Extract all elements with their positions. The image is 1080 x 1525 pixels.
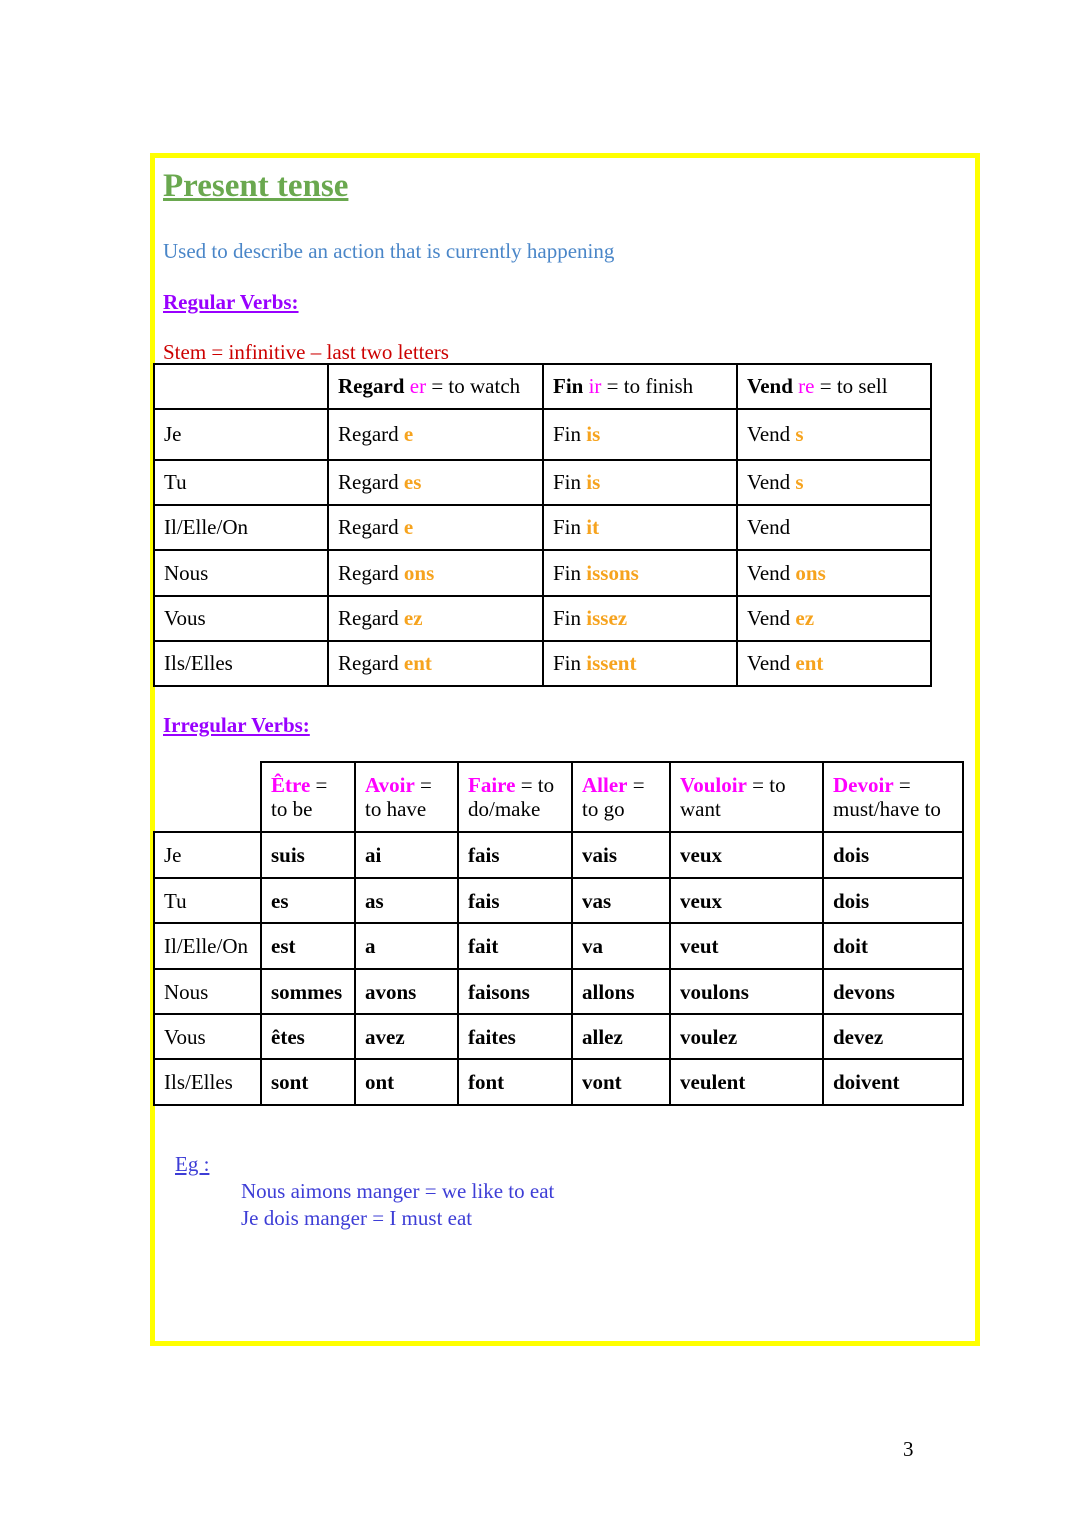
verb-header-cell	[670, 762, 823, 832]
ending: issent	[586, 651, 637, 675]
pronoun: Tu	[164, 888, 187, 913]
table-row	[154, 1059, 963, 1105]
pronoun: Nous	[164, 979, 209, 1004]
conjugation-cell	[355, 878, 458, 923]
pronoun: Tu	[164, 470, 187, 494]
pronoun-cell	[154, 460, 328, 505]
conjugation-cell	[355, 1014, 458, 1059]
conjugation-cell	[737, 596, 931, 641]
stem: Regard	[338, 515, 399, 539]
example-sentence: Nous aimons manger = we like to eat	[241, 1179, 555, 1203]
verb-meaning: = to finish	[606, 374, 694, 398]
conjugation-cell	[328, 641, 543, 686]
verb-name: Aller	[582, 773, 628, 797]
ending: is	[586, 422, 601, 446]
verb-form: veux	[680, 843, 722, 867]
pronoun-cell	[154, 505, 328, 550]
table-row	[154, 641, 931, 686]
conjugation-cell	[328, 596, 543, 641]
pronoun: Nous	[164, 560, 209, 585]
subtitle: Used to describe an action that is currently happening	[163, 239, 615, 263]
pronoun-cell	[154, 832, 261, 878]
conjugation-cell	[572, 969, 670, 1014]
verb-form: veux	[680, 888, 722, 913]
verb-name: Faire	[468, 773, 516, 797]
verb-form: as	[365, 888, 384, 913]
verb-form: avons	[365, 979, 417, 1004]
pronoun-cell	[154, 409, 328, 460]
regular-verbs-table	[153, 363, 932, 687]
verb-form: faites	[468, 1024, 516, 1049]
conjugation-cell	[737, 460, 931, 505]
conjugation-cell	[823, 832, 963, 878]
conjugation-cell	[328, 550, 543, 596]
verb-stem: Fin	[553, 374, 584, 398]
conjugation-cell	[261, 969, 355, 1014]
conjugation-cell	[458, 1059, 572, 1105]
table-row	[154, 1014, 963, 1059]
conjugation-cell	[670, 832, 823, 878]
verb-ending: ir	[588, 374, 602, 398]
conjugation-cell	[737, 550, 931, 596]
ending: ent	[795, 651, 824, 675]
conjugation-cell	[328, 505, 543, 550]
ending: issons	[586, 560, 639, 585]
verb-meaning: to be	[271, 797, 313, 821]
stem: Vend	[747, 560, 791, 585]
verb-form: voulez	[680, 1024, 738, 1049]
example-sentence: Je dois manger = I must eat	[241, 1206, 473, 1230]
verb-form: va	[582, 934, 603, 958]
verb-header-cell	[737, 364, 931, 409]
verb-form: allez	[582, 1024, 623, 1049]
pronoun-cell	[154, 969, 261, 1014]
page-number: 3	[903, 1437, 914, 1461]
verb-header-cell	[328, 364, 543, 409]
conjugation-cell	[737, 505, 931, 550]
verb-header-cell	[458, 762, 572, 832]
verb-name: Être	[271, 773, 311, 797]
verb-meaning: =	[310, 773, 328, 797]
conjugation-cell	[355, 923, 458, 969]
conjugation-cell	[543, 596, 737, 641]
conjugation-cell	[543, 409, 737, 460]
verb-form: voulons	[680, 979, 749, 1004]
stem: Fin	[553, 560, 582, 585]
stem: Vend	[747, 470, 791, 494]
conjugation-cell	[572, 1059, 670, 1105]
stem: Fin	[553, 470, 582, 494]
verb-form: fais	[468, 843, 500, 867]
conjugation-cell	[458, 1014, 572, 1059]
pronoun: Il/Elle/On	[164, 934, 248, 958]
verb-meaning: = to	[515, 773, 555, 797]
verb-form: allons	[582, 979, 635, 1004]
ending: ons	[403, 560, 435, 585]
verb-form: sont	[271, 1070, 309, 1094]
verb-meaning: want	[680, 797, 721, 821]
verb-stem: Regard	[338, 374, 405, 398]
verb-ending: re	[798, 374, 815, 398]
verb-name: Avoir	[365, 773, 415, 797]
verb-header-cell	[823, 762, 963, 832]
table-row	[154, 878, 963, 923]
stem: Fin	[553, 651, 582, 675]
verb-form: a	[365, 934, 376, 958]
verb-name: Devoir	[833, 773, 894, 797]
conjugation-cell	[543, 550, 737, 596]
pronoun: Vous	[164, 606, 206, 630]
verb-name: Vouloir	[680, 773, 747, 797]
table-row	[154, 969, 963, 1014]
ending: ez	[403, 606, 423, 630]
verb-meaning: to have	[365, 797, 427, 821]
verb-form: suis	[271, 843, 305, 867]
conjugation-cell	[261, 1014, 355, 1059]
conjugation-cell	[543, 460, 737, 505]
header-row	[154, 762, 963, 832]
conjugation-cell	[458, 832, 572, 878]
conjugation-cell	[328, 460, 543, 505]
stem: Vend	[747, 515, 791, 539]
ending: s	[795, 470, 804, 494]
conjugation-cell	[670, 1014, 823, 1059]
verb-meaning: =	[627, 773, 645, 797]
verb-stem: Vend	[747, 374, 793, 398]
verb-meaning: = to watch	[431, 374, 521, 398]
table-row	[154, 409, 931, 460]
pronoun-cell	[154, 641, 328, 686]
stem: Regard	[338, 606, 399, 630]
verb-form: veut	[680, 934, 719, 958]
ending: e	[403, 422, 414, 446]
verb-form: veulent	[680, 1070, 746, 1094]
stem: Vend	[747, 422, 791, 446]
table-row	[154, 505, 931, 550]
pronoun-cell	[154, 878, 261, 923]
conjugation-cell	[737, 409, 931, 460]
conjugation-cell	[261, 878, 355, 923]
pronoun-cell	[154, 596, 328, 641]
table-row	[154, 596, 931, 641]
conjugation-cell	[355, 1059, 458, 1105]
pronoun-cell	[154, 550, 328, 596]
ending: is	[586, 470, 601, 494]
example-label: Eg :	[175, 1152, 210, 1176]
conjugation-cell	[261, 832, 355, 878]
conjugation-cell	[823, 878, 963, 923]
pronoun: Il/Elle/On	[164, 515, 248, 539]
stem: Vend	[747, 606, 791, 630]
verb-header-cell	[543, 364, 737, 409]
empty-header-cell	[154, 364, 328, 409]
conjugation-cell	[572, 1014, 670, 1059]
verb-form: devez	[833, 1024, 884, 1049]
conjugation-cell	[543, 505, 737, 550]
regular-verbs-heading: Regular Verbs:	[163, 290, 299, 314]
verb-form: dois	[833, 888, 870, 913]
conjugation-cell	[823, 1014, 963, 1059]
verb-form: faisons	[468, 979, 530, 1004]
verb-form: sommes	[271, 979, 343, 1004]
verb-form: dois	[833, 843, 870, 867]
ending: e	[403, 515, 414, 539]
conjugation-cell	[737, 641, 931, 686]
verb-meaning: = to sell	[819, 374, 888, 398]
page-title: Present tense	[163, 168, 349, 204]
verb-form: ont	[365, 1070, 395, 1094]
conjugation-cell	[355, 832, 458, 878]
conjugation-cell	[670, 1059, 823, 1105]
stem: Regard	[338, 470, 399, 494]
ending: ez	[795, 606, 815, 630]
stem: Vend	[747, 651, 791, 675]
verb-meaning: =	[893, 773, 911, 797]
verb-form: fait	[468, 934, 499, 958]
pronoun-cell	[154, 923, 261, 969]
conjugation-cell	[458, 878, 572, 923]
stem: Fin	[553, 422, 582, 446]
verb-meaning: must/have to	[833, 797, 941, 821]
ending: es	[403, 470, 422, 494]
stem: Regard	[338, 422, 399, 446]
pronoun: Ils/Elles	[164, 1070, 233, 1094]
conjugation-cell	[823, 1059, 963, 1105]
verb-form: vont	[582, 1070, 622, 1094]
stem: Regard	[338, 560, 399, 585]
header-row	[154, 364, 931, 409]
table-row	[154, 832, 963, 878]
stem: Regard	[338, 651, 399, 675]
verb-form: doivent	[833, 1070, 900, 1094]
stem: Fin	[553, 515, 582, 539]
verb-meaning: to go	[582, 797, 625, 821]
table-row	[154, 550, 931, 596]
table-row	[154, 923, 963, 969]
conjugation-cell	[261, 1059, 355, 1105]
verb-ending: er	[409, 374, 427, 398]
ending: it	[586, 515, 600, 539]
table-row	[154, 460, 931, 505]
conjugation-cell	[670, 878, 823, 923]
conjugation-cell	[572, 878, 670, 923]
ending: ent	[403, 651, 432, 675]
verb-form: fais	[468, 888, 500, 913]
verb-header-cell	[261, 762, 355, 832]
pronoun: Ils/Elles	[164, 651, 233, 675]
verb-header-cell	[572, 762, 670, 832]
ending: s	[795, 422, 804, 446]
pronoun-cell	[154, 1014, 261, 1059]
verb-meaning: =	[414, 773, 432, 797]
irregular-verbs-heading: Irregular Verbs:	[163, 713, 310, 737]
verb-form: devons	[833, 979, 895, 1004]
pronoun: Je	[164, 843, 182, 867]
verb-form: doit	[833, 934, 869, 958]
verb-form: vas	[582, 888, 612, 913]
verb-header-cell	[355, 762, 458, 832]
irregular-verbs-table	[153, 761, 964, 1106]
verb-form: ai	[365, 843, 382, 867]
verb-form: vais	[582, 843, 618, 867]
verb-meaning: do/make	[468, 797, 541, 821]
conjugation-cell	[823, 923, 963, 969]
verb-form: avez	[365, 1024, 405, 1049]
conjugation-cell	[823, 969, 963, 1014]
conjugation-cell	[670, 969, 823, 1014]
ending: ons	[795, 560, 826, 585]
verb-form: font	[468, 1070, 505, 1094]
yellow-border-frame	[150, 153, 980, 1346]
pronoun: Je	[164, 422, 182, 446]
verb-meaning: = to	[746, 773, 786, 797]
conjugation-cell	[328, 409, 543, 460]
conjugation-cell	[670, 923, 823, 969]
stem: Fin	[553, 606, 582, 630]
conjugation-cell	[458, 969, 572, 1014]
conjugation-cell	[458, 923, 572, 969]
conjugation-cell	[355, 969, 458, 1014]
conjugation-cell	[543, 641, 737, 686]
stem-rule: Stem = infinitive – last two letters	[163, 340, 449, 364]
pronoun-cell	[154, 1059, 261, 1105]
empty-header-cell	[154, 762, 261, 832]
conjugation-cell	[261, 923, 355, 969]
verb-form: êtes	[271, 1024, 305, 1049]
ending: issez	[586, 606, 628, 630]
pronoun: Vous	[164, 1024, 206, 1049]
conjugation-cell	[572, 832, 670, 878]
conjugation-cell	[572, 923, 670, 969]
verb-form: es	[271, 888, 289, 913]
verb-form: est	[271, 934, 296, 958]
